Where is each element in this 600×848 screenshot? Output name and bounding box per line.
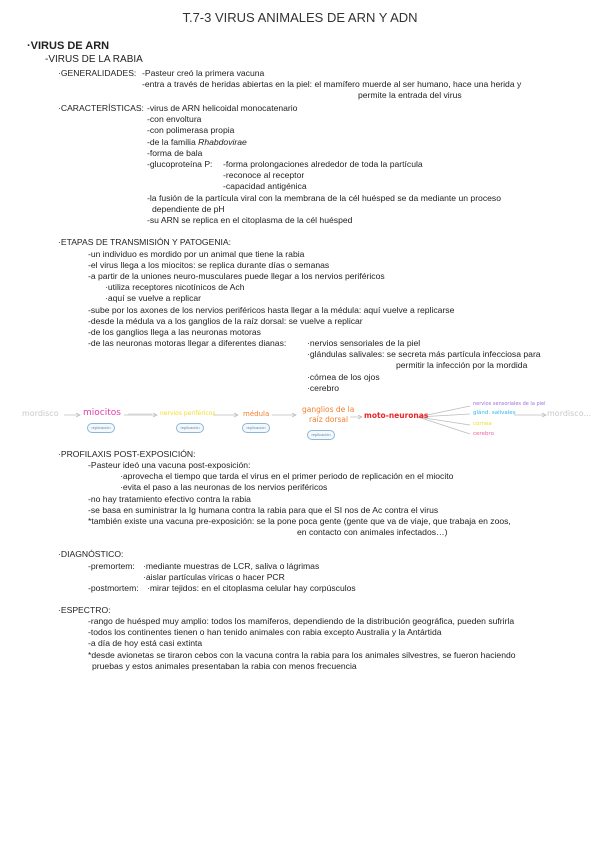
flow-target-cerebro: cerebro [473, 431, 494, 437]
espectro-line: *desde avionetas se tiraron cebos con la vacuna contra la rabia para los animales silvestres, se fueron haciendo [88, 650, 516, 660]
page-title: T.7-3 VIRUS ANIMALES DE ARN Y ADN [182, 10, 418, 25]
profilaxis-line: ·evita el paso a las neuronas de los nervios periféricos [120, 482, 328, 492]
flow-node-motoneuronas: moto-neuronas [364, 411, 429, 420]
flow-node-miocitos: miocitos [83, 408, 121, 418]
flow-node-nervios: nervios periféricos [160, 410, 216, 417]
profilaxis-line: *también existe una vacuna pre-exposición: se la pone poca gente (gente que va de viaje, que trabaja en zoos, [88, 516, 511, 526]
familia-name: Rhabdovirae [198, 137, 247, 147]
subsection-heading: -VIRUS DE LA RABIA [45, 54, 143, 65]
diana-item: ·glándulas salivales: se secreta más partícula infecciosa para [307, 349, 541, 359]
diana-item: ·córnea de los ojos [307, 372, 380, 382]
caracteristicas-label: ·CARACTERÍSTICAS: [58, 103, 144, 113]
etapas-line: -de los ganglios llega a las neuronas motoras [88, 327, 261, 337]
profilaxis-line: ·aprovecha el tiempo que tarda el virus en el primer periodo de replicación en el miocito [120, 471, 454, 481]
profilaxis-label: ·PROFILAXIS POST-EXPOSICIÓN: [58, 449, 196, 459]
caracteristicas-line: -con envoltura [147, 114, 202, 124]
profilaxis-line: -no hay tratamiento efectivo contra la rabia [88, 494, 251, 504]
caracteristicas-line: -capacidad antigénica [223, 181, 307, 191]
etapas-line: -sube por los axones de los nervios periféricos hasta llegar a la médula: aquí vuelve a replicarse [88, 305, 455, 315]
caracteristicas-line: -con polimerasa propia [147, 125, 235, 135]
diagnostico-line: -premortem: [88, 561, 135, 571]
replicacion-badge: replicación [242, 423, 270, 433]
familia-prefix: -de la familia [147, 137, 199, 147]
espectro-line: -a día de hoy está casi extinta [88, 638, 203, 648]
etapas-line: -desde la médula va a los ganglios de la raíz dorsal: se vuelve a replicar [88, 316, 363, 326]
flow-node-medula: médula [243, 410, 270, 418]
flow-target-piel: nervios sensoriales de la piel [473, 401, 546, 407]
diagnostico-line: ·mediante muestras de LCR, saliva o lágrimas [143, 561, 320, 571]
generalidades-line: -Pasteur creó la primera vacuna [142, 68, 265, 78]
profilaxis-line: en contacto con animales infectados…) [297, 527, 448, 537]
etapas-line: ·aquí se vuelve a replicar [105, 293, 202, 303]
diagnostico-label: ·DIAGNÓSTICO: [58, 549, 124, 559]
flow-node-mordisco-end: mordisco... [547, 409, 592, 418]
replicacion-badge: replicación [307, 430, 335, 440]
etapas-line: -de las neuronas motoras llegar a diferentes dianas: [88, 338, 287, 348]
etapas-label: ·ETAPAS DE TRANSMISIÓN Y PATOGENIA: [58, 237, 232, 247]
generalidades-label: ·GENERALIDADES: [58, 68, 137, 78]
caracteristicas-line: -virus de ARN helicoidal monocatenario [147, 103, 298, 113]
flow-node-mordisco: mordisco [22, 409, 59, 418]
generalidades-line: -entra a través de heridas abiertas en la piel: el mamífero muerde al ser humano, hace una herida y [142, 79, 522, 89]
espectro-label: ·ESPECTRO: [58, 605, 111, 615]
diagnostico-line: ·aislar partículas víricas o hacer PCR [143, 572, 285, 582]
caracteristicas-line: -glucoproteína P: [147, 159, 213, 169]
flow-node-ganglios-2: raíz dorsal [309, 415, 349, 424]
replicacion-badge: replicación [87, 423, 115, 433]
flow-target-glandulas: glánd. salivales [473, 410, 516, 416]
flow-node-ganglios: ganglios de la [302, 405, 355, 414]
flow-target-cornea: córnea [473, 421, 492, 427]
caracteristicas-line: -reconoce al receptor [223, 170, 305, 180]
replicacion-badge: replicación [176, 423, 204, 433]
diana-item: permitir la infección por la mordida [396, 360, 528, 370]
diagnostico-line: -postmortem: [88, 583, 139, 593]
caracteristicas-line: dependiente de pH [152, 204, 225, 214]
etapas-line: -el virus llega a los miocitos: se replica durante días o semanas [88, 260, 330, 270]
espectro-line: -todos los continentes tienen o han tenido animales con rabia excepto Australia y la Antártida [88, 627, 442, 637]
diana-item: ·cerebro [307, 383, 339, 393]
caracteristicas-line: -la fusión de la partícula viral con la membrana de la cél huésped se da mediante un proceso [147, 193, 501, 203]
diagnostico-line: ·mirar tejidos: en el citoplasma celular hay corpúsculos [147, 583, 356, 593]
caracteristicas-line: -su ARN se replica en el citoplasma de la cél huésped [147, 215, 353, 225]
caracteristicas-line: -forma de bala [147, 148, 203, 158]
section-heading: ·VIRUS DE ARN [27, 40, 110, 52]
caracteristicas-line: -forma prolongaciones alrededor de toda la partícula [223, 159, 423, 169]
profilaxis-line: -se basa en suministrar la Ig humana contra la rabia para que el SI nos de Ac contra el virus [88, 505, 439, 515]
etapas-line: ·utiliza receptores nicotínicos de Ach [105, 282, 245, 292]
espectro-line: pruebas y estos animales presentaban la rabia con menos frecuencia [92, 661, 357, 671]
etapas-line: -a partir de la uniones neuro-musculares puede llegar a los nervios periféricos [88, 271, 385, 281]
profilaxis-line: -Pasteur ideó una vacuna post-exposición: [88, 460, 251, 470]
etapas-line: -un individuo es mordido por un animal que tiene la rabia [88, 249, 305, 259]
diana-item: ·nervios sensoriales de la piel [307, 338, 421, 348]
espectro-line: -rango de huésped muy amplio: todos los mamíferos, dependiendo de la distribución geográfica, pueden sufrirla [88, 616, 515, 626]
generalidades-line: permite la entrada del virus [358, 90, 462, 100]
